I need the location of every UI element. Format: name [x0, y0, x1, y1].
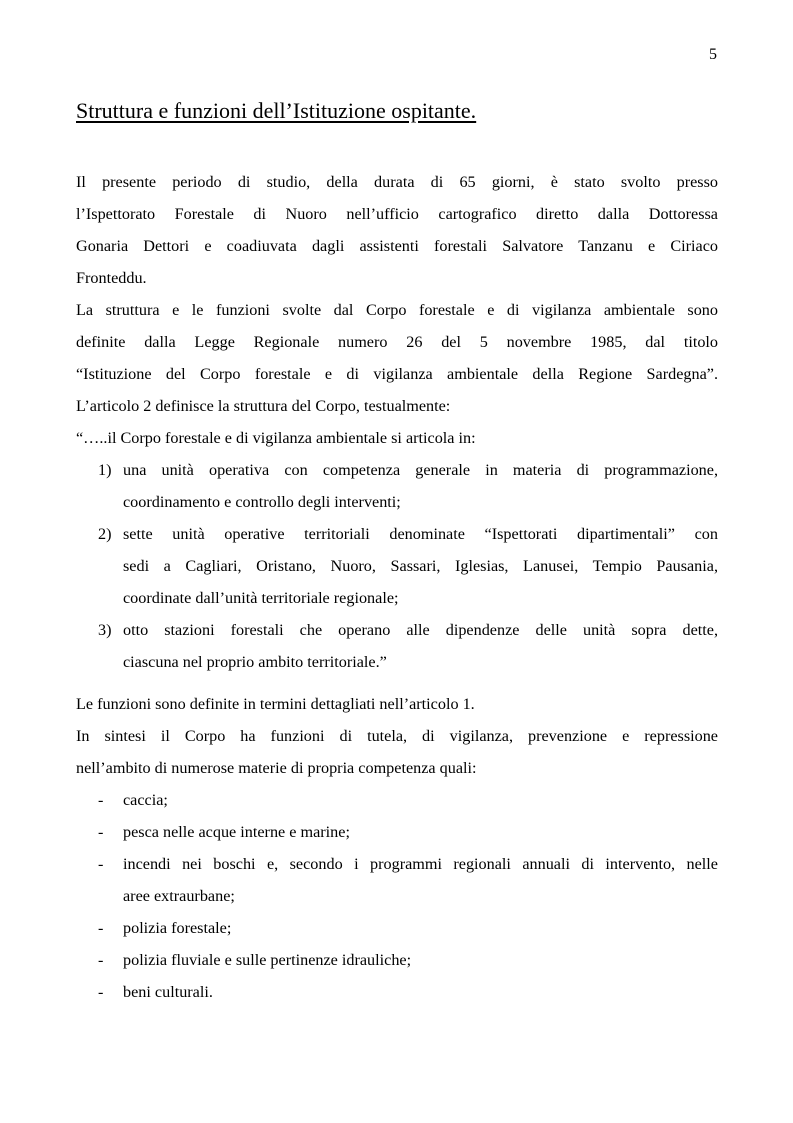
list-item [76, 944, 718, 976]
functions-paragraph [76, 688, 718, 784]
list-item [76, 848, 718, 912]
matters-list [76, 784, 718, 1008]
list-marker: - [98, 823, 104, 841]
list-marker: - [98, 919, 104, 937]
list-item [76, 518, 718, 614]
law-paragraph [76, 294, 718, 454]
list-item [76, 454, 718, 518]
text-line: Il presente periodo di studio, della durata di 65 giorni, è stato svolto presso [76, 173, 718, 191]
text-line: aree extraurbane; [123, 887, 235, 905]
text-line: Gonaria Dettori e coadiuvata dagli assistenti forestali Salvatore Tanzanu e Ciriaco [76, 237, 718, 255]
text-line: otto stazioni forestali che operano alle dipendenze delle unità sopra dette, [123, 621, 718, 639]
text-line: l’Ispettorato Forestale di Nuoro nell’ufficio cartografico diretto dalla Dottoressa [76, 205, 718, 223]
list-marker: 2) [98, 525, 112, 543]
text-line: coordinamento e controllo degli interventi; [123, 493, 401, 511]
list-marker: 1) [98, 461, 112, 479]
text-line: beni culturali. [123, 983, 213, 1001]
list-marker: - [98, 983, 104, 1001]
text-line: Fronteddu. [76, 269, 147, 287]
text-line: In sintesi il Corpo ha funzioni di tutela, di vigilanza, prevenzione e repressione [76, 727, 718, 745]
list-item [76, 784, 718, 816]
articles-list [76, 454, 718, 678]
text-line: “…..il Corpo forestale e di vigilanza ambientale si articola in: [76, 429, 476, 447]
list-marker: - [98, 791, 104, 809]
list-marker: - [98, 855, 104, 873]
text-line: caccia; [123, 791, 168, 809]
text-line: definite dalla Legge Regionale numero 26 del 5 novembre 1985, dal titolo [76, 333, 718, 351]
text-line: coordinate dall’unità territoriale regionale; [123, 589, 399, 607]
list-marker: 3) [98, 621, 112, 639]
text-line: La struttura e le funzioni svolte dal Corpo forestale e di vigilanza ambientale sono [76, 301, 718, 319]
intro-paragraph [76, 166, 718, 294]
text-line: sedi a Cagliari, Oristano, Nuoro, Sassari, Iglesias, Lanusei, Tempio Pausania, [123, 557, 718, 575]
text-line: pesca nelle acque interne e marine; [123, 823, 350, 841]
text-line: polizia fluviale e sulle pertinenze idrauliche; [123, 951, 412, 969]
section-title: Struttura e funzioni dell’Istituzione ospitante. [76, 98, 477, 123]
list-marker: - [98, 951, 104, 969]
text-line: sette unità operative territoriali denominate “Ispettorati dipartimentali” con [123, 525, 718, 543]
text-line: incendi nei boschi e, secondo i programmi regionali annuali di intervento, nelle [123, 855, 718, 873]
text-line: una unità operativa con competenza generale in materia di programmazione, [123, 461, 718, 479]
page-number: 5 [709, 46, 717, 63]
text-line: “Istituzione del Corpo forestale e di vigilanza ambientale della Regione Sardegna”. [76, 365, 718, 383]
list-item [76, 614, 718, 678]
list-item [76, 976, 718, 1008]
text-line: polizia forestale; [123, 919, 232, 937]
text-line: L’articolo 2 definisce la struttura del Corpo, testualmente: [76, 397, 451, 415]
list-item [76, 816, 718, 848]
document-body [76, 166, 718, 1008]
text-line: nell’ambito di numerose materie di propria competenza quali: [76, 759, 477, 777]
text-line: ciascuna nel proprio ambito territoriale.” [123, 653, 387, 671]
list-item [76, 912, 718, 944]
text-line: Le funzioni sono definite in termini dettagliati nell’articolo 1. [76, 695, 475, 713]
